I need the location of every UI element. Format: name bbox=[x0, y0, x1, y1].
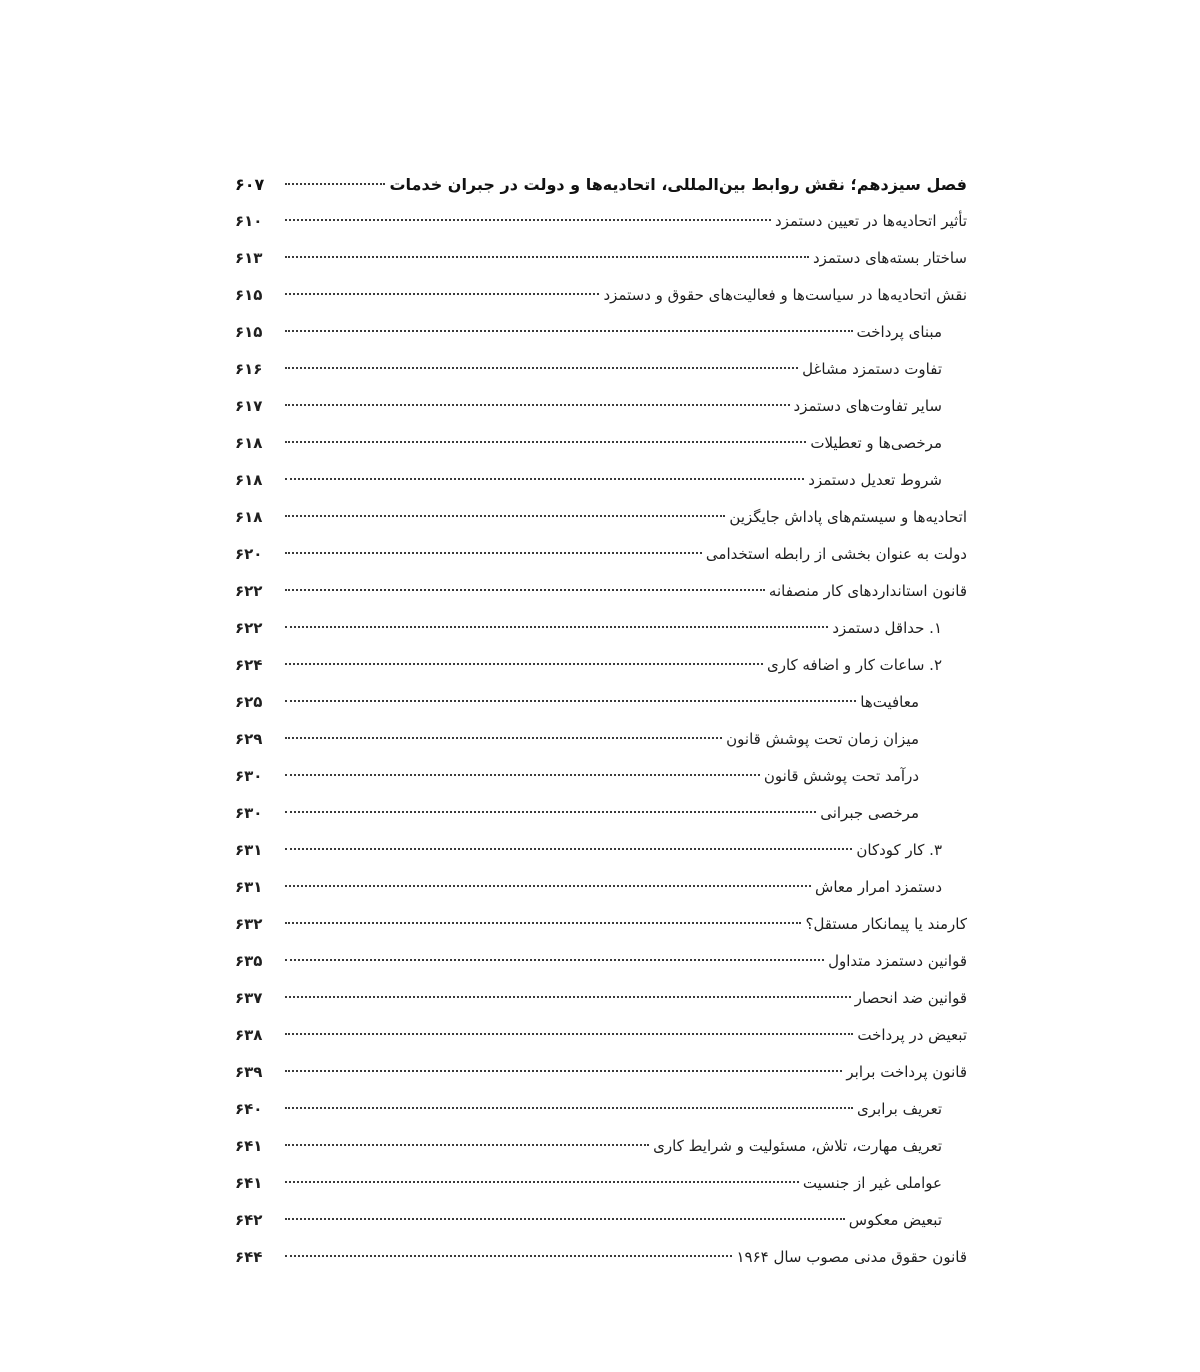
dot-leader bbox=[285, 1033, 853, 1035]
toc-entry-page-number: ۶۱۸ bbox=[235, 508, 263, 526]
toc-entry-title: ۳. کار کودکان bbox=[856, 841, 942, 859]
toc-entry-page-number: ۶۲۴ bbox=[235, 656, 263, 674]
toc-entry bbox=[235, 1091, 967, 1128]
toc-entry bbox=[235, 1239, 967, 1276]
toc-entry bbox=[235, 795, 967, 832]
dot-leader bbox=[285, 996, 851, 998]
dot-leader bbox=[285, 959, 824, 961]
toc-entry-title: فصل سیزدهم؛ نقش روابط بین‌المللی، اتحادیه‌ها و دولت در جبران خدمات bbox=[389, 175, 967, 194]
dot-leader bbox=[285, 663, 763, 665]
toc-entry-title: تأثیر اتحادیه‌ها در تعیین دستمزد bbox=[775, 212, 967, 230]
toc-entry-title: تفاوت دستمزد مشاغل bbox=[802, 360, 942, 378]
toc-entry bbox=[235, 499, 967, 536]
toc-entry bbox=[235, 462, 967, 499]
dot-leader bbox=[285, 885, 811, 887]
toc-entry-page-number: ۶۱۰ bbox=[235, 212, 263, 230]
toc-entry bbox=[235, 573, 967, 610]
dot-leader bbox=[285, 478, 804, 480]
toc-entry-page-number: ۶۲۲ bbox=[235, 582, 263, 600]
dot-leader bbox=[285, 219, 771, 221]
toc-entry-title: درآمد تحت پوشش قانون bbox=[763, 767, 919, 785]
dot-leader bbox=[285, 589, 765, 591]
toc-entry bbox=[235, 943, 967, 980]
toc-entry-title: تبعیض در پرداخت bbox=[857, 1026, 967, 1044]
toc-entry-title: دولت به عنوان بخشی از رابطه استخدامی bbox=[705, 545, 967, 563]
toc-entry-title: مرخصی جبرانی bbox=[820, 804, 919, 822]
toc-entry-title: ۲. ساعات کار و اضافه کاری bbox=[766, 656, 942, 674]
toc-entry bbox=[235, 1202, 967, 1239]
dot-leader bbox=[285, 1070, 842, 1072]
toc-entry-title: تعریف برابری bbox=[857, 1100, 942, 1118]
toc-entry-title: قوانین ضد انحصار bbox=[854, 989, 967, 1007]
dot-leader bbox=[285, 1144, 649, 1146]
toc-entry-page-number: ۶۴۱ bbox=[235, 1174, 263, 1192]
dot-leader bbox=[285, 1218, 845, 1220]
dot-leader bbox=[285, 1107, 853, 1109]
toc-entry bbox=[235, 647, 967, 684]
toc-entry-title: تعریف مهارت، تلاش، مسئولیت و شرایط کاری bbox=[653, 1137, 942, 1155]
toc-entry-page-number: ۶۳۱ bbox=[235, 841, 263, 859]
toc-entry-title: میزان زمان تحت پوشش قانون bbox=[726, 730, 919, 748]
toc-entry-page-number: ۶۳۹ bbox=[235, 1063, 263, 1081]
toc-entry-title: کارمند یا پیمانکار مستقل؟ bbox=[805, 915, 967, 933]
toc-entry-page-number: ۶۱۵ bbox=[235, 286, 263, 304]
dot-leader bbox=[285, 774, 760, 776]
toc-entry-title: تبعیض معکوس bbox=[848, 1211, 942, 1229]
toc-entry bbox=[235, 536, 967, 573]
toc-entry-title: قانون حقوق مدنی مصوب سال ۱۹۶۴ bbox=[736, 1248, 967, 1266]
dot-leader bbox=[285, 515, 725, 517]
toc-entry-page-number: ۶۱۶ bbox=[235, 360, 263, 378]
table-of-contents bbox=[235, 166, 967, 1276]
dot-leader bbox=[285, 848, 852, 850]
dot-leader bbox=[285, 737, 722, 739]
toc-entry-title: نقش اتحادیه‌ها در سیاست‌ها و فعالیت‌های حقوق و دستمزد bbox=[603, 286, 967, 304]
dot-leader bbox=[285, 922, 801, 924]
toc-entry-page-number: ۶۳۸ bbox=[235, 1026, 263, 1044]
dot-leader bbox=[285, 1181, 799, 1183]
toc-entry-title: دستمزد امرار معاش bbox=[815, 878, 942, 896]
toc-entry bbox=[235, 240, 967, 277]
toc-entry-page-number: ۶۲۹ bbox=[235, 730, 263, 748]
toc-entry-title: سایر تفاوت‌های دستمزد bbox=[793, 397, 942, 415]
toc-entry-page-number: ۶۱۵ bbox=[235, 323, 263, 341]
toc-entry bbox=[235, 1054, 967, 1091]
toc-entry bbox=[235, 869, 967, 906]
toc-entry bbox=[235, 203, 967, 240]
dot-leader bbox=[285, 441, 806, 443]
toc-entry bbox=[235, 906, 967, 943]
toc-entry-page-number: ۶۴۱ bbox=[235, 1137, 263, 1155]
toc-entry-page-number: ۶۲۲ bbox=[235, 619, 263, 637]
toc-entry-title: مبنای پرداخت bbox=[856, 323, 942, 341]
dot-leader bbox=[285, 183, 385, 185]
toc-entry-title: اتحادیه‌ها و سیستم‌های پاداش جایگزین bbox=[729, 508, 967, 526]
toc-entry bbox=[235, 721, 967, 758]
toc-entry-page-number: ۶۰۷ bbox=[235, 175, 265, 194]
dot-leader bbox=[285, 293, 599, 295]
chapter-heading bbox=[235, 166, 967, 203]
toc-entry-page-number: ۶۲۵ bbox=[235, 693, 263, 711]
toc-entry-title: قانون پرداخت برابر bbox=[846, 1063, 967, 1081]
toc-entry-page-number: ۶۱۳ bbox=[235, 249, 263, 267]
toc-entry-page-number: ۶۱۸ bbox=[235, 434, 263, 452]
toc-entry-page-number: ۶۴۰ bbox=[235, 1100, 263, 1118]
toc-entry-page-number: ۶۱۷ bbox=[235, 397, 263, 415]
toc-entry bbox=[235, 1128, 967, 1165]
toc-entry-title: عواملی غیر از جنسیت bbox=[802, 1174, 942, 1192]
dot-leader bbox=[285, 626, 828, 628]
toc-entry bbox=[235, 758, 967, 795]
toc-entry-page-number: ۶۲۰ bbox=[235, 545, 263, 563]
toc-entry bbox=[235, 351, 967, 388]
dot-leader bbox=[285, 367, 798, 369]
toc-entry-page-number: ۶۳۵ bbox=[235, 952, 263, 970]
dot-leader bbox=[285, 700, 856, 702]
toc-entry-page-number: ۶۳۰ bbox=[235, 804, 263, 822]
toc-entry-title: قوانین دستمزد متداول bbox=[828, 952, 967, 970]
toc-entry-page-number: ۶۳۰ bbox=[235, 767, 263, 785]
toc-entry bbox=[235, 425, 967, 462]
dot-leader bbox=[285, 256, 809, 258]
toc-entry bbox=[235, 277, 967, 314]
toc-entry bbox=[235, 610, 967, 647]
dot-leader bbox=[285, 811, 816, 813]
dot-leader bbox=[285, 1255, 732, 1257]
toc-entry-title: قانون استانداردهای کار منصفانه bbox=[768, 582, 967, 600]
dot-leader bbox=[285, 404, 790, 406]
toc-entry bbox=[235, 832, 967, 869]
toc-entry-page-number: ۶۴۴ bbox=[235, 1248, 263, 1266]
toc-entry bbox=[235, 388, 967, 425]
toc-entry bbox=[235, 980, 967, 1017]
toc-entry-title: ساختار بسته‌های دستمزد bbox=[812, 249, 967, 267]
toc-entry-page-number: ۶۳۲ bbox=[235, 915, 263, 933]
toc-entry-title: معافیت‌ها bbox=[860, 693, 919, 711]
dot-leader bbox=[285, 552, 702, 554]
toc-entry-page-number: ۶۳۷ bbox=[235, 989, 263, 1007]
dot-leader bbox=[285, 330, 853, 332]
toc-entry-page-number: ۶۱۸ bbox=[235, 471, 263, 489]
toc-entry-title: مرخصی‌ها و تعطیلات bbox=[810, 434, 942, 452]
toc-entry-title: ۱. حداقل دستمزد bbox=[832, 619, 942, 637]
toc-entry-page-number: ۶۴۲ bbox=[235, 1211, 263, 1229]
toc-entry-title: شروط تعدیل دستمزد bbox=[808, 471, 942, 489]
toc-entry bbox=[235, 1165, 967, 1202]
toc-entry bbox=[235, 684, 967, 721]
toc-entry bbox=[235, 314, 967, 351]
toc-entry-page-number: ۶۳۱ bbox=[235, 878, 263, 896]
toc-entry bbox=[235, 1017, 967, 1054]
